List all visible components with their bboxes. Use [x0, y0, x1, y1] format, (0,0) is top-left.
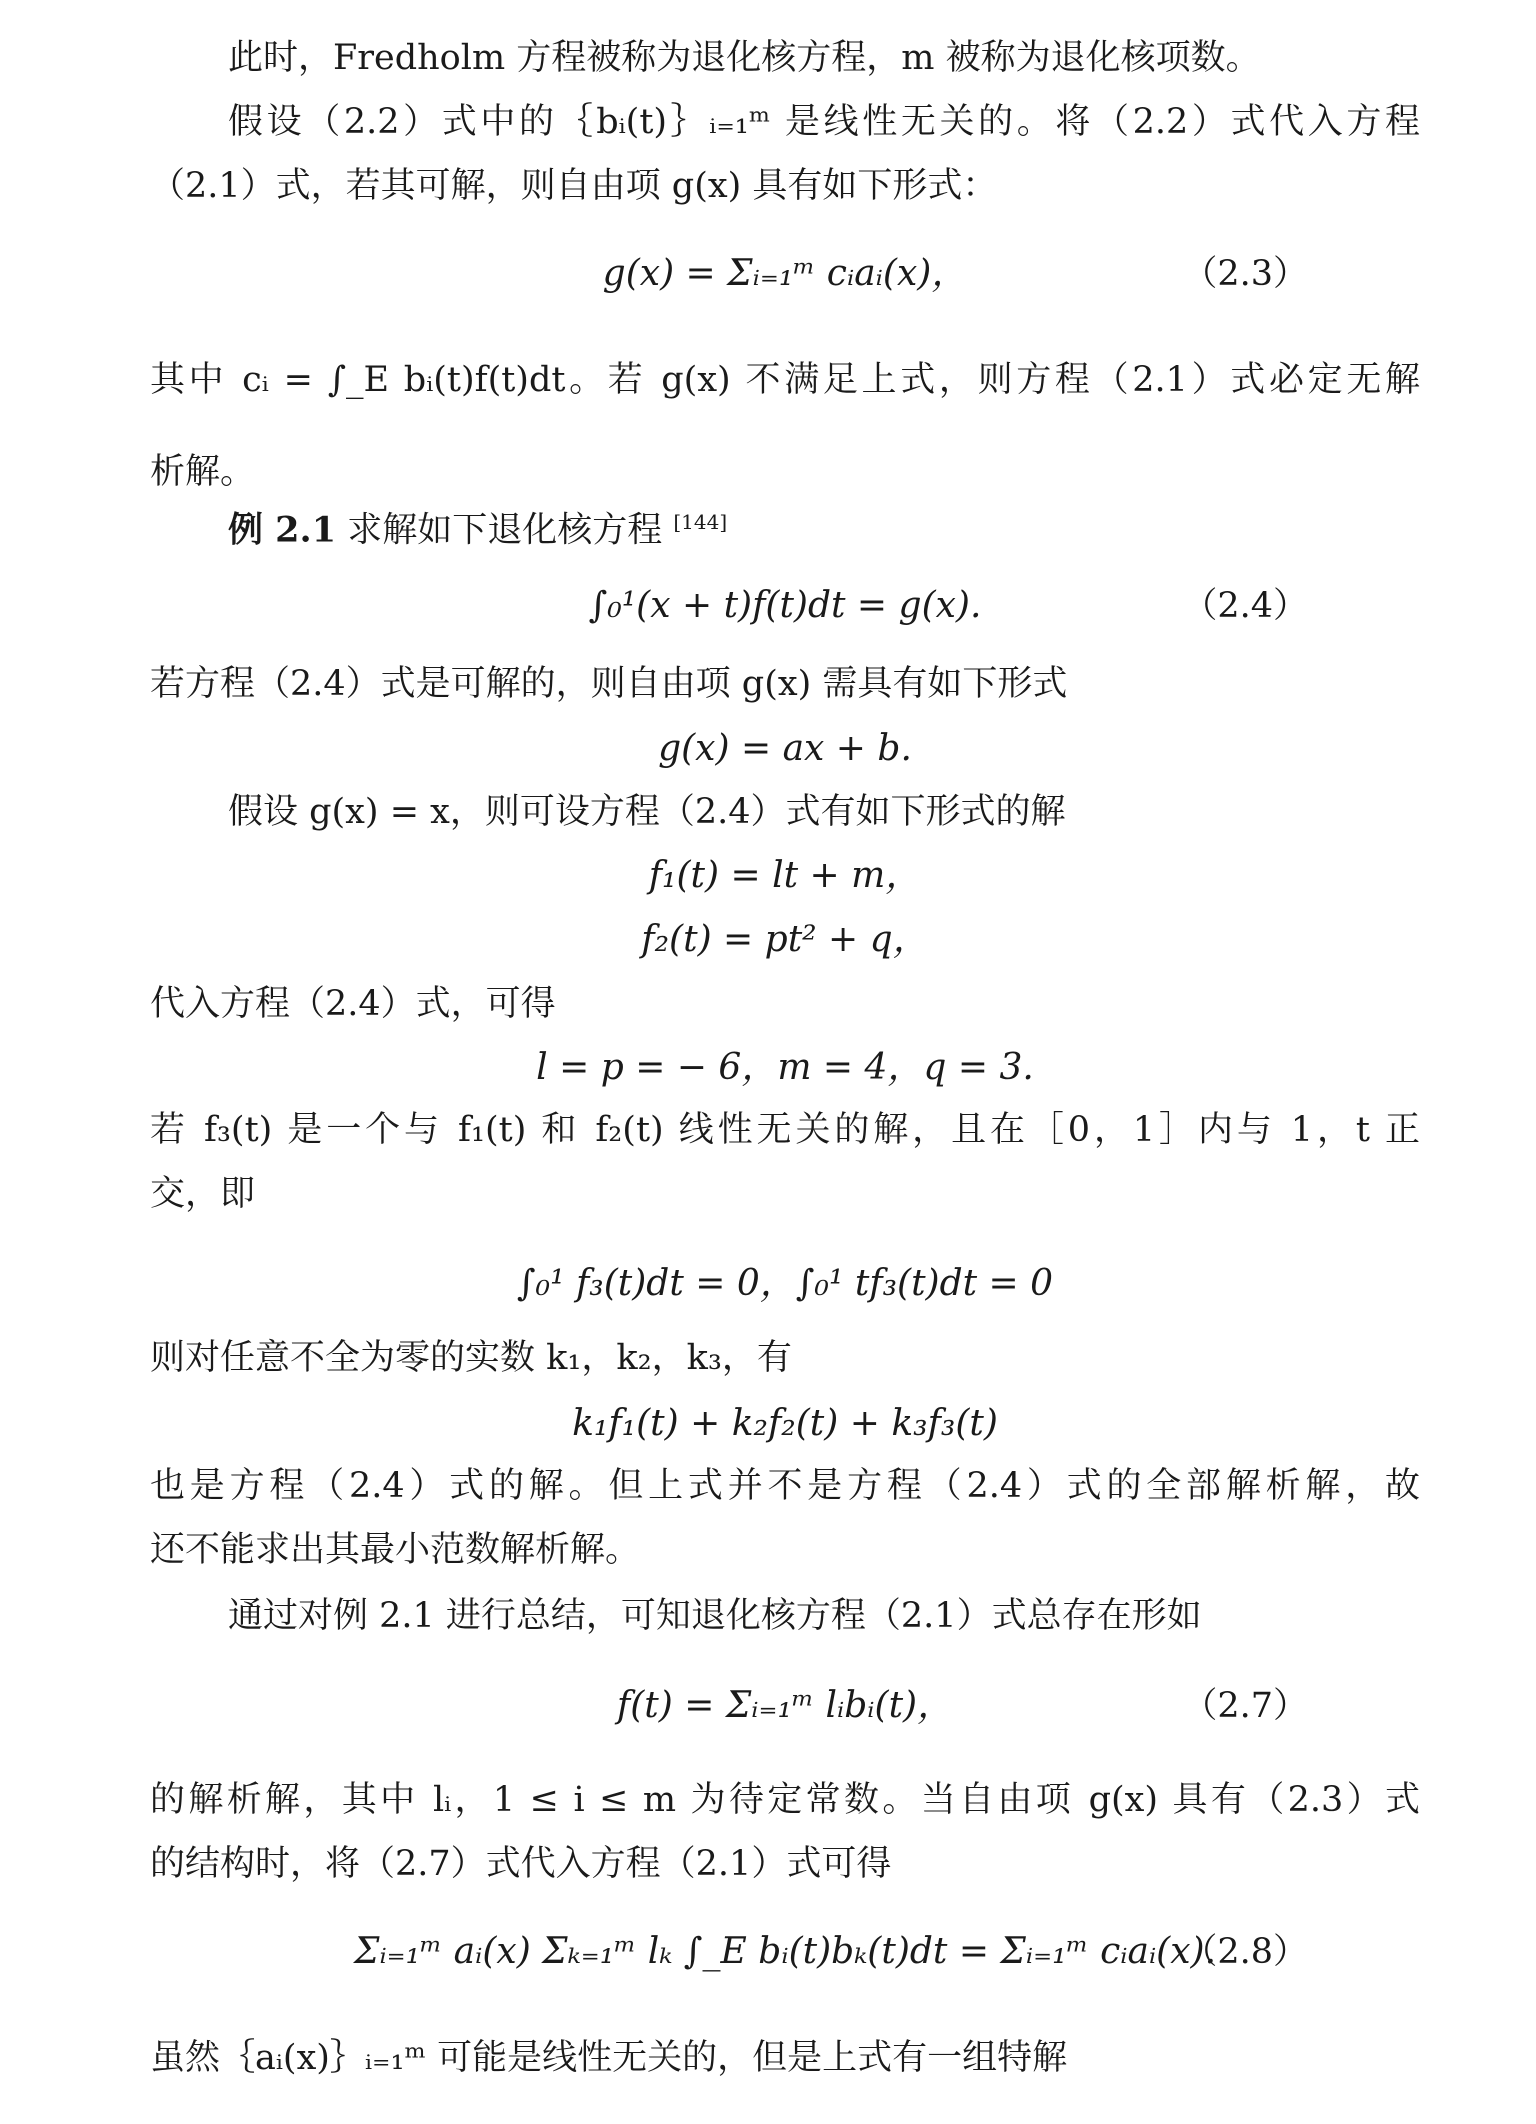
equation-gx: g(x) = ax + b. [658, 728, 912, 769]
equation-number: （2.4） [1182, 586, 1308, 626]
text-line: 代入方程（2.4）式，可得 [150, 984, 556, 1024]
equation-2-8 [150, 1928, 1420, 1976]
equation-number: （2.7） [1182, 1686, 1308, 1726]
example-text: 求解如下退化核方程 [347, 510, 663, 551]
text-line: 虽然｛aᵢ(x)｝ᵢ₌₁ᵐ 可能是线性无关的，但是上式有一组特解 [150, 2038, 1068, 2078]
text-line: 交，即 [150, 1174, 256, 1214]
equation-orthogonality: ∫₀¹ f₃(t)dt = 0，∫₀¹ tf₃(t)dt = 0 [516, 1263, 1054, 1304]
citation-ref: [144] [673, 510, 728, 534]
equation-number: （2.8） [1182, 1932, 1308, 1972]
equation-f1: f₁(t) = lt + m， [648, 855, 922, 896]
text-line: 此时，Fredholm 方程被称为退化核方程，m 被称为退化核项数。 [228, 38, 1261, 78]
text-line: 的结构时，将（2.7）式代入方程（2.1）式可得 [150, 1844, 892, 1884]
text-line: 假设 g(x) = x，则可设方程（2.4）式有如下形式的解 [228, 792, 1066, 832]
text-line: （2.1）式，若其可解，则自由项 g(x) 具有如下形式： [150, 166, 998, 206]
text-line: 则对任意不全为零的实数 k₁，k₂，k₃，有 [150, 1338, 792, 1378]
equation-2-4 [150, 582, 1420, 630]
text-line: 析解。 [150, 452, 256, 492]
equation-values: l = p = − 6，m = 4，q = 3. [536, 1047, 1034, 1088]
text-line: 若 f₃(t) 是一个与 f₁(t) 和 f₂(t) 线性无关的解，且在［0，1］内与 1，t 正 [150, 1110, 1420, 1150]
text-line: 还不能求出其最小范数解析解。 [150, 1530, 641, 1570]
text-line: 假设（2.2）式中的｛bᵢ(t)｝ᵢ₌₁ᵐ 是线性无关的。将（2.2）式代入方程 [228, 102, 1420, 142]
equation-number: （2.3） [1182, 254, 1308, 294]
text-line: 也是方程（2.4）式的解。但上式并不是方程（2.4）式的全部解析解，故 [150, 1466, 1420, 1506]
equation-2-7 [150, 1682, 1420, 1730]
text-line: 通过对例 2.1 进行总结，可知退化核方程（2.1）式总存在形如 [228, 1596, 1202, 1636]
equation-body: Σᵢ₌₁ᵐ aᵢ(x) Σₖ₌₁ᵐ lₖ ∫_E bᵢ(t)bₖ(t)dt = Σᵢ₌₁ᵐ cᵢaᵢ(x). [353, 1931, 1217, 1972]
example-heading [228, 498, 1420, 555]
equation-body: ∫₀¹(x + t)f(t)dt = g(x). [588, 585, 982, 626]
equation-2-3 [150, 250, 1420, 298]
example-label: 例 2.1 [228, 509, 337, 551]
equation-combination: k₁f₁(t) + k₂f₂(t) + k₃f₃(t) [572, 1403, 998, 1444]
text-line: 的解析解，其中 lᵢ，1 ≤ i ≤ m 为待定常数。当自由项 g(x) 具有（2.3）式 [150, 1780, 1420, 1820]
equation-f2: f₂(t) = pt² + q， [641, 919, 929, 960]
equation-body: f(t) = Σᵢ₌₁ᵐ lᵢbᵢ(t)， [616, 1685, 954, 1726]
text-line: 其中 cᵢ = ∫_E bᵢ(t)f(t)dt。若 g(x) 不满足上式，则方程（2.1）式必定无解 [150, 360, 1420, 400]
equation-body: g(x) = Σᵢ₌₁ᵐ cᵢaᵢ(x)， [602, 253, 968, 294]
text-line: 若方程（2.4）式是可解的，则自由项 g(x) 需具有如下形式 [150, 664, 1068, 704]
